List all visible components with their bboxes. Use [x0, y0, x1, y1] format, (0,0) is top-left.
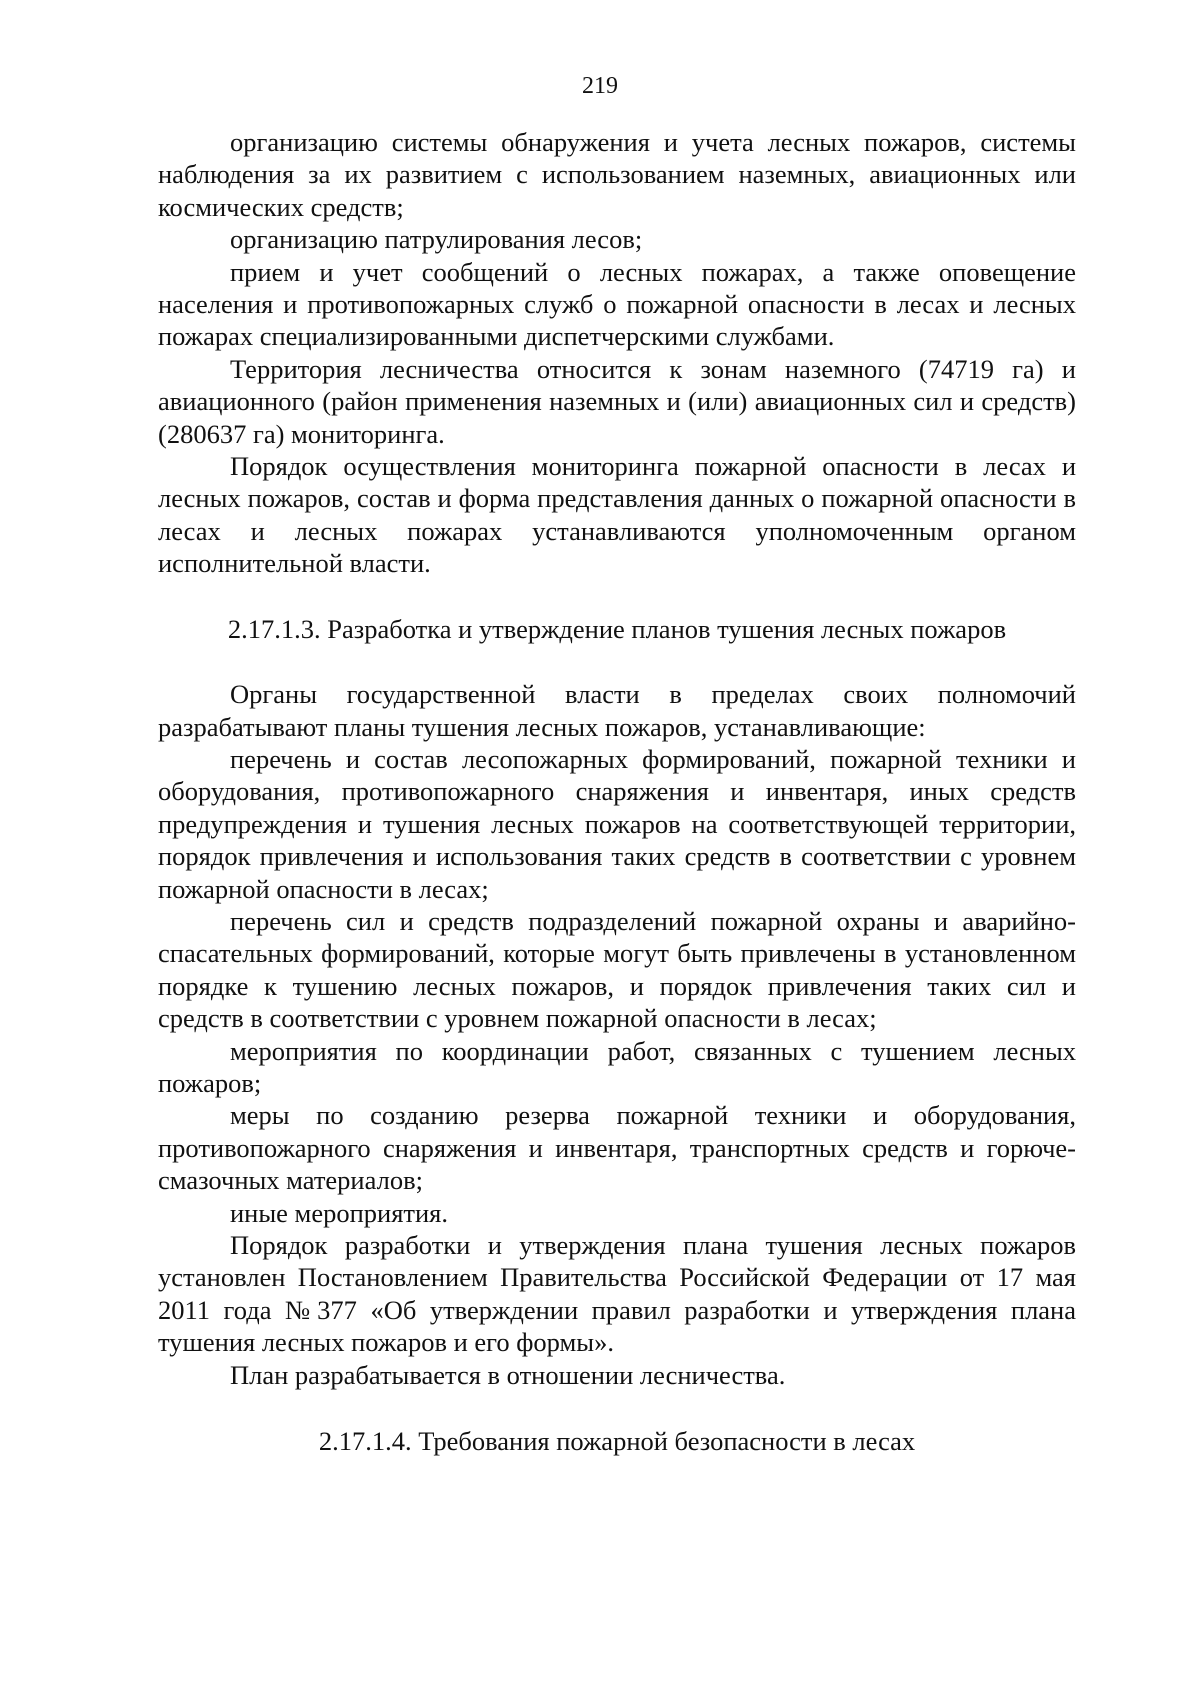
paragraph: Порядок осуществления мониторинга пожарной опасности в лесах и лесных пожаров, состав и форма представления данных о пожарной опасности в лесах и лесных пожарах устанавливаются уполномоченным органом исполнительной власти.: [158, 451, 1076, 579]
paragraph: мероприятия по координации работ, связанных с тушением лесных пожаров;: [158, 1035, 1076, 1098]
document-body: [158, 126, 1076, 1457]
paragraph: организацию патрулирования лесов;: [230, 224, 643, 255]
paragraph: План разрабатывается в отношении лесничества.: [230, 1359, 786, 1390]
paragraph: Порядок разработки и утверждения плана тушения лесных пожаров установлен Постановлением Правительства Российской Федерации от 17 мая 2011 года №377 «Об утверждении правил разработки и утверждения плана тушения лесных пожаров и его формы».: [158, 1230, 1076, 1358]
paragraph: перечень и состав лесопожарных формирований, пожарной техники и оборудования, противопожарного снаряжения и инвентаря, иных средств предупреждения и тушения лесных пожаров на соответствующей территории, порядок привлечения и использования таких средств в соответствии с уровнем пожарной опасности в лесах;: [158, 743, 1076, 904]
section-heading: 2.17.1.4. Требования пожарной безопасности в лесах: [318, 1426, 916, 1457]
paragraph: организацию системы обнаружения и учета лесных пожаров, системы наблюдения за их развитием с использованием наземных, авиационных или космических средств;: [158, 127, 1076, 222]
paragraph: прием и учет сообщений о лесных пожарах, а также оповещение населения и противопожарных служб о пожарной опасности в лесах и лесных пожарах специализированными диспетчерскими службами.: [158, 256, 1076, 352]
page-number: 219: [582, 73, 618, 99]
paragraph: Территория лесничества относится к зонам наземного (74719 га) и авиационного (район применения наземных и (или) авиационных сил и средств) (280637 га) мониторинга.: [158, 353, 1076, 449]
paragraph: Органы государственной власти в пределах своих полномочий разрабатывают планы тушения лесных пожаров, устанавливающие:: [158, 679, 1076, 742]
paragraph: иные мероприятия.: [230, 1197, 448, 1228]
paragraph: меры по созданию резерва пожарной техники и оборудования, противопожарного снаряжения и инвентаря, транспортных средств и горюче-смазочных материалов;: [158, 1100, 1076, 1196]
section-heading: 2.17.1.3. Разработка и утверждение планов тушения лесных пожаров: [227, 613, 1007, 644]
paragraph: перечень сил и средств подразделений пожарной охраны и аварийно-спасательных формирований, которые могут быть привлечены в установленном порядке к тушению лесных пожаров, и порядок привлечения таких сил и средств в соответствии с уровнем пожарной опасности в лесах;: [158, 905, 1076, 1034]
